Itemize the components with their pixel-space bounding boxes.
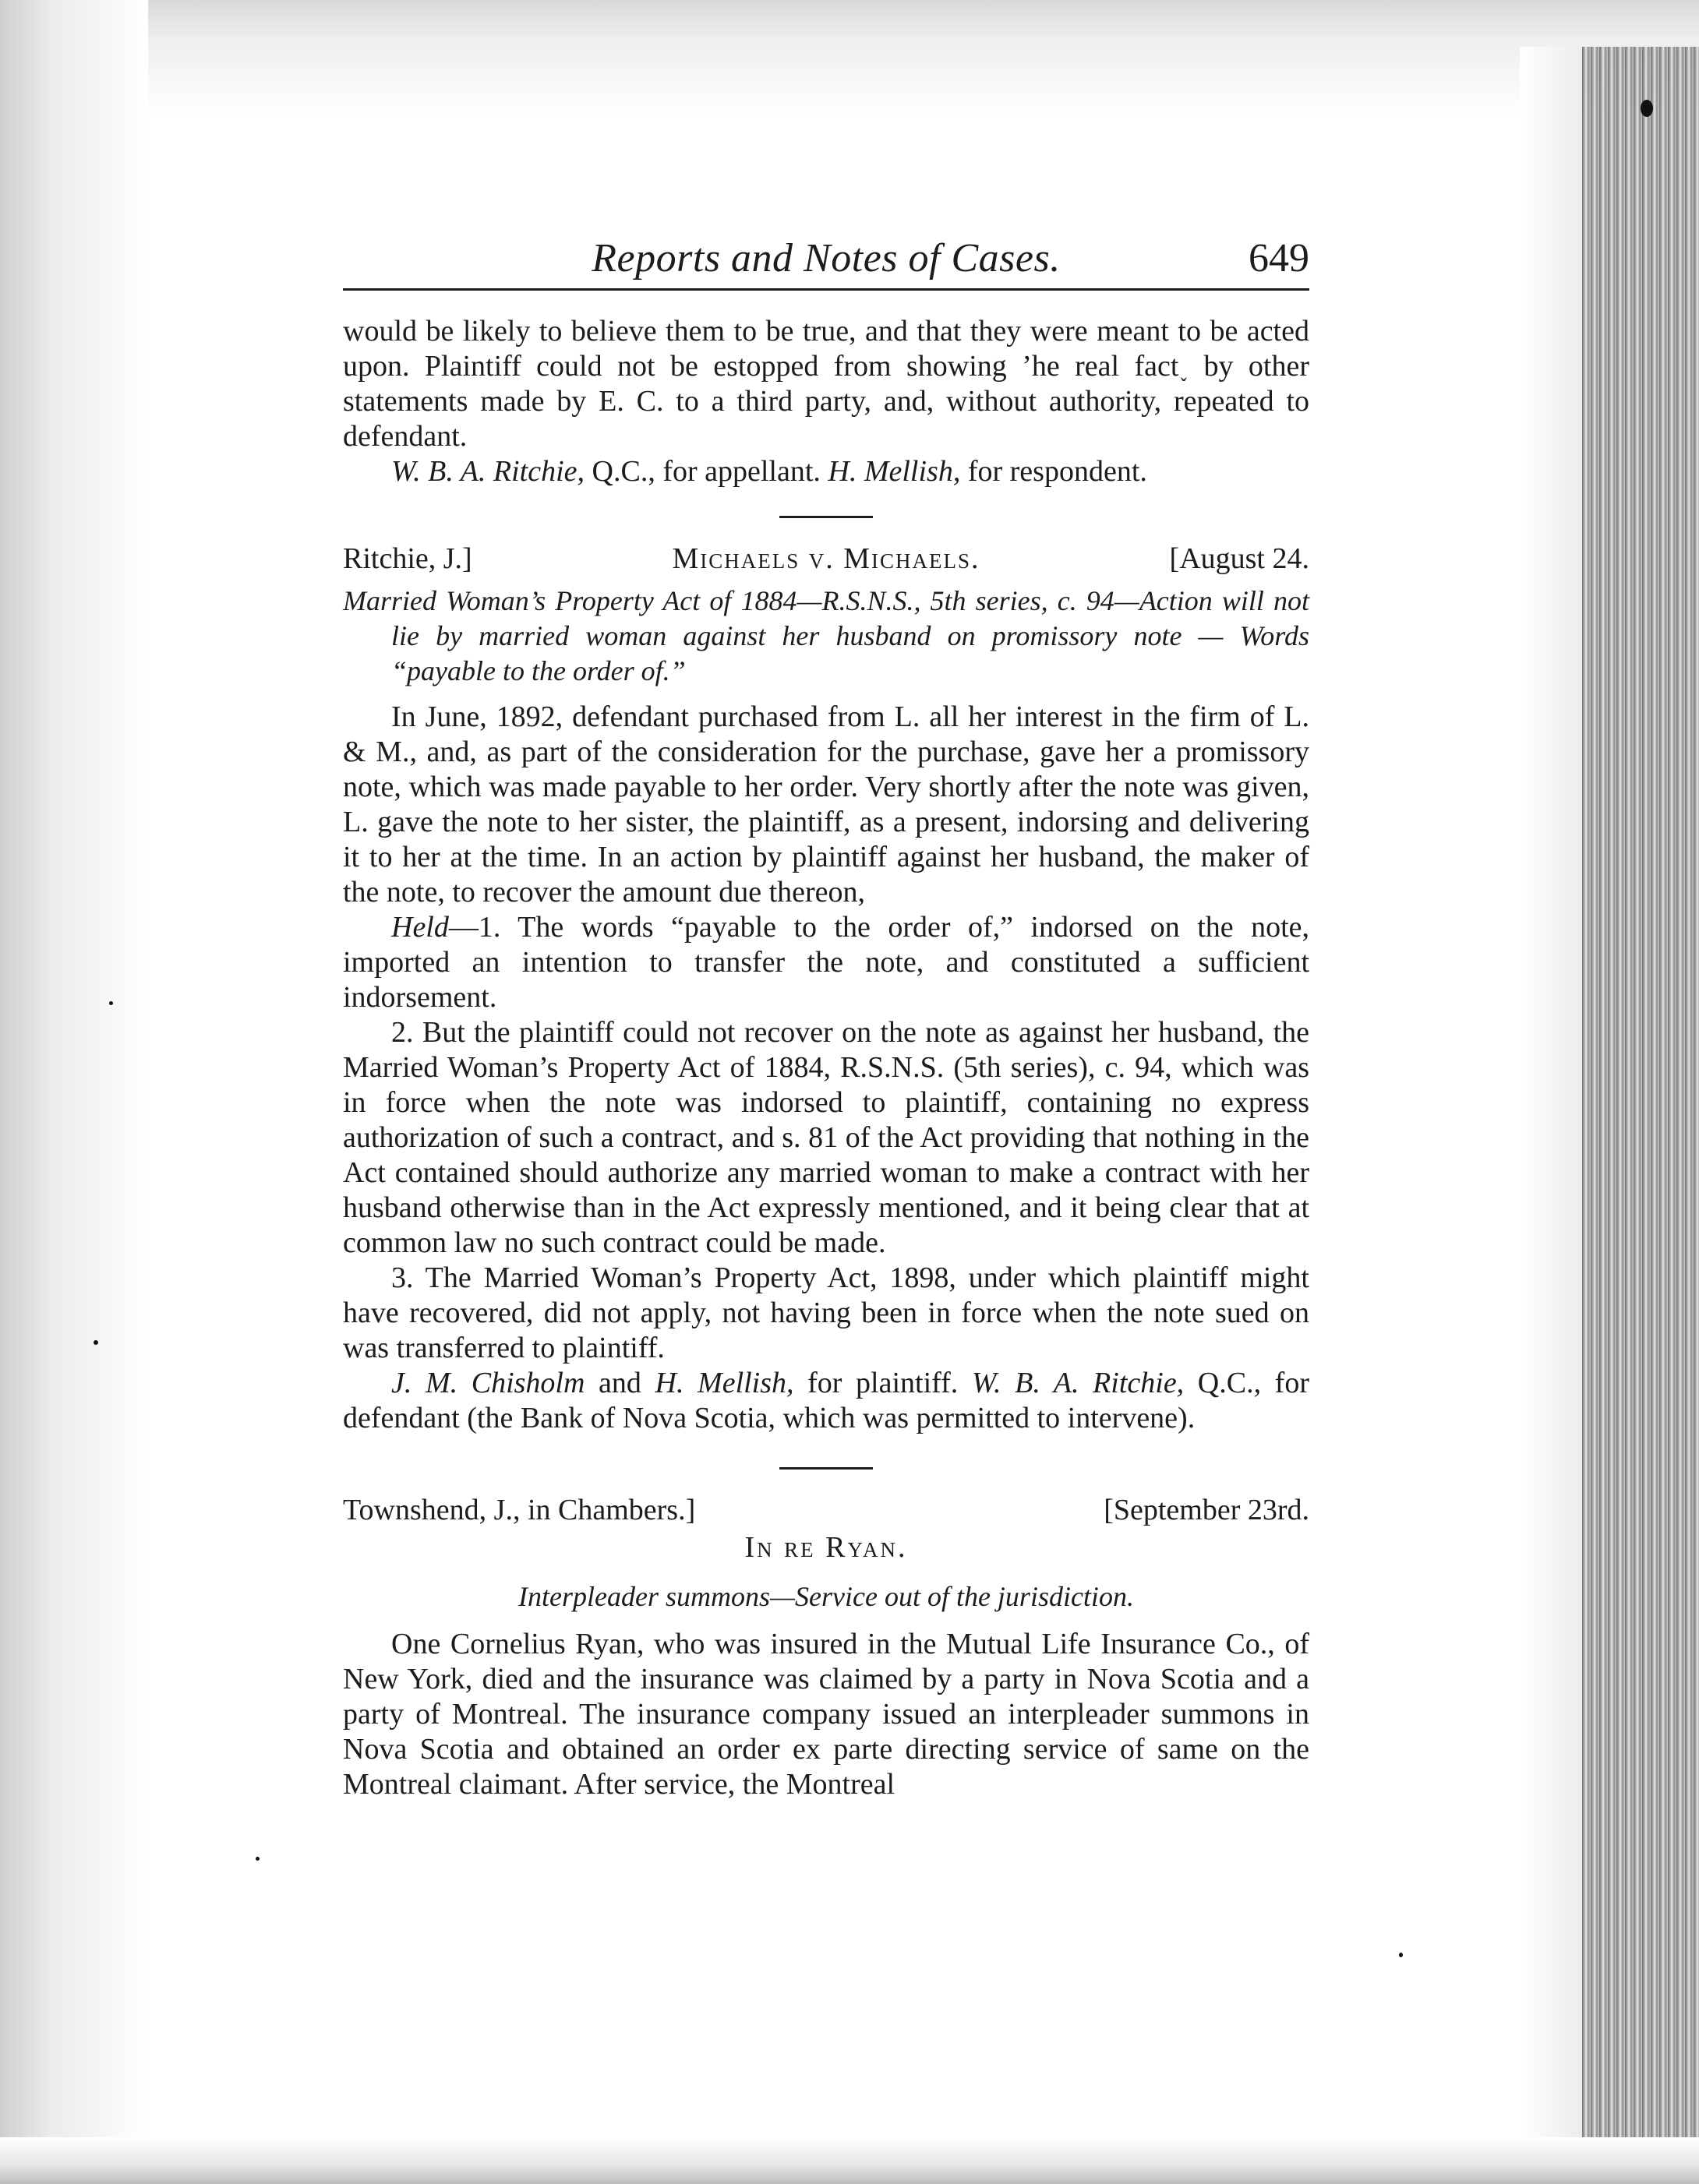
held-paragraph-3: 3. The Married Woman’s Property Act, 1898, under which plaintiff might have recovered, did not apply, not having been in force when the note sued on was transferred to plaintiff.: [343, 1261, 1309, 1364]
case-date: [September 23rd.: [1104, 1494, 1309, 1526]
scan-shadow-right: [1520, 47, 1582, 2184]
counsel-name: H. Mellish,: [655, 1367, 794, 1399]
case-caption: [343, 1493, 1309, 1530]
counsel-name: J. M. Chisholm: [391, 1367, 585, 1399]
case-title: In re Ryan.: [744, 1531, 908, 1564]
page-number: 649: [1249, 236, 1309, 280]
section-divider: [779, 516, 873, 518]
case-body: [343, 700, 1309, 1436]
counsel-name: H. Mellish,: [828, 455, 961, 488]
prior-case-text: [343, 314, 1309, 489]
running-header: [343, 226, 1309, 288]
case-body: [343, 1627, 1309, 1802]
section-divider: [779, 1467, 873, 1470]
case-counsel: [343, 1366, 1309, 1436]
counsel-join: and: [585, 1367, 655, 1399]
prior-case-paragraph: would be likely to believe them to be true, and that they were meant to be acted upon. Plaintiff could not be estopped from showing ’he real fact˯ by other statements made by E. C. to a third party, and, without authority, repeated to defendant.: [343, 315, 1309, 453]
held-label: Held: [391, 911, 449, 944]
case-judge: Ritchie, J.]: [343, 542, 472, 575]
scan-edge-bottom: [0, 2137, 1699, 2184]
case-title: Michaels v. Michaels.: [672, 542, 980, 575]
case-date: [August 24.: [1169, 542, 1309, 575]
scan-speck: [256, 1857, 260, 1861]
counsel-name: W. B. A. Ritchie,: [971, 1367, 1185, 1399]
book-page: [343, 226, 1309, 1802]
counsel-role: for respondent.: [960, 455, 1147, 488]
case-facts: One Cornelius Ryan, who was insured in the Mutual Life Insurance Co., of New York, died and the insurance was claimed by a party in Nova Scotia and a party of Montreal. The insurance company issued an interpleader summons in Nova Scotia and obtained an order ex parte directing service of same on the Montreal claimant. After service, the Montreal: [343, 1628, 1309, 1801]
case-facts: In June, 1892, defendant purchased from L. all her interest in the firm of L. & M., and, as part of the consideration for the purchase, gave her a promissory note, which was made payable to her order. Very shortly after the note was given, L. gave the note to her sister, the plaintiff, as a present, indorsing and delivering it to her at the time. In an action by plaintiff against her husband, the maker of the note, to recover the amount due thereon,: [343, 700, 1309, 909]
scan-edge-left: [0, 0, 148, 2184]
counsel-role: Q.C., for appellant.: [585, 455, 828, 488]
case-caption: [343, 542, 1309, 579]
case-headnote: Married Woman’s Property Act of 1884—R.S.N.S., 5th series, c. 94—Action will not lie by married woman against her husband on promissory note — Words “payable to the order of.”: [343, 585, 1309, 686]
case-subject: Interpleader summons—Service out of the jurisdiction.: [518, 1581, 1134, 1612]
held-text: —1. The words “payable to the order of,” indorsed on the note, imported an intention to transfer the note, and constituted a sufficient indorsement.: [343, 911, 1309, 1014]
scan-speck: [1399, 1953, 1403, 1957]
counsel-role: Q.C., for defendant (the Bank of Nova Scotia, which was permitted to intervene).: [343, 1367, 1309, 1434]
header-rule: [343, 288, 1309, 291]
running-title: Reports and Notes of Cases.: [592, 236, 1061, 280]
held-paragraph-1: [343, 910, 1309, 1015]
counsel-name: W. B. A. Ritchie,: [391, 455, 585, 488]
scan-edge-top: [0, 0, 1699, 117]
scan-speck: [1641, 100, 1653, 117]
counsel-role: for plaintiff.: [793, 1367, 972, 1399]
prior-case-counsel: [343, 454, 1309, 489]
scan-speck: [94, 1340, 98, 1345]
scan-speck: [109, 1001, 113, 1005]
held-paragraph-2: 2. But the plaintiff could not recover on the note as against her husband, the Married Woman’s Property Act of 1884, R.S.N.S. (5th series), c. 94, which was in force when the note was indorsed to plaintiff, containing no express authorization of such a contract, and s. 81 of the Act providing that nothing in the Act contained should authorize any married woman to make a contract with her husband otherwise than in the Act expressly mentioned, and it being clear that at common law no such contract could be made.: [343, 1016, 1309, 1259]
case-judge: Townshend, J., in Chambers.]: [343, 1494, 696, 1526]
scan-page-edges-right: [1582, 47, 1699, 2184]
